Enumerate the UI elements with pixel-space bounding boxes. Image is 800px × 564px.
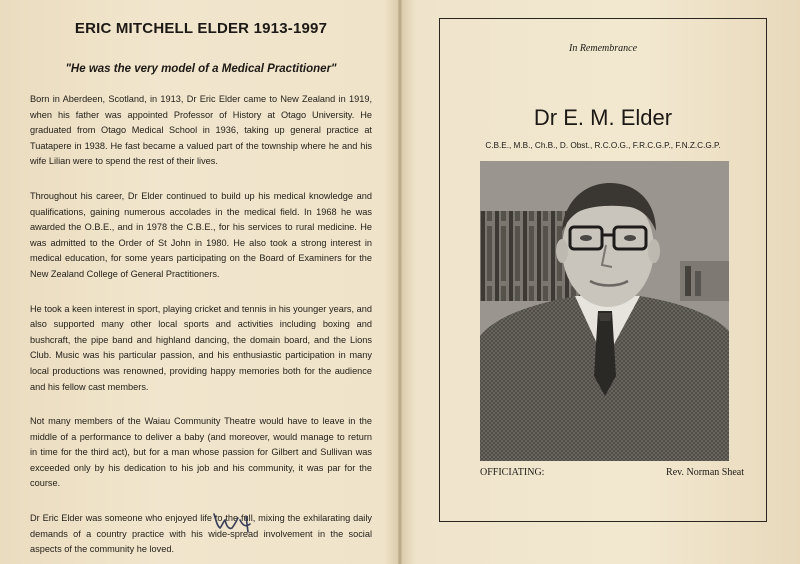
obituary-title: ERIC MITCHELL ELDER 1913-1997 [74,20,328,37]
obituary-quote: "He was the very model of a Medical Practitioner" [65,63,337,75]
remembrance-heading: In Remembrance [568,43,638,54]
paragraph-interests: He took a keen interest in sport, playing cricket and tennis in his younger years, and also supported many other local sports and activities including boxing and bushcraft, the pipe band and highland dancing, the domain board, and the Lions Club. Music was his particular passion, and his enthusiastic participation in many local productions was renowned, providing happy memories both for the audience and his fellow cast members. [30,303,372,392]
paragraph-career: Throughout his career, Dr Elder continued to build up his medical knowledge and qualifications, gaining numerous accolades in the medical field. In 1968 he was awarded the O.B.E., and in 1978 the C.B.E., for his services to rural medicine. He was admitted to the Order of St John in 1980. He also took a strong interest in medical education, for some years participating on the Board of Examiners for the New Zealand College of General Practitioners. [30,190,372,279]
paragraph-early-life: Born in Aberdeen, Scotland, in 1913, Dr Eric Elder came to New Zealand in 1919, when his father was appointed Professor of History at Otago University. He graduated from Otago Medical School in 1936, taking up general practice at Tuatapere in 1938. He fast became a valued part of the township where he and his wife Lilian were to spend the rest of their lives. [30,94,372,167]
handwritten-signature [210,506,260,536]
page-fold [398,0,402,564]
remembrance-frame [439,18,767,522]
qualifications: C.B.E., M.B., Ch.B., D. Obst., R.C.O.G., F.R.C.G.P., F.N.Z.C.G.P. [485,141,721,150]
officiant-name: Rev. Norman Sheat [666,467,744,478]
deceased-name: Dr E. M. Elder [533,105,673,130]
paragraph-theatre: Not many members of the Waiau Community Theatre would have to leave in the middle of a performance to deliver a baby (and moreover, would manage to return in time for the third act), but for a man whose passion for Gilbert and Sullivan was exceeded only by his dedication to his job and his community, it was par for the course. [30,416,372,489]
portrait-photo [480,161,729,461]
paragraph-closing: Dr Eric Elder was someone who enjoyed life to the full, mixing the exhilarating daily demands of a country practice with his wide-spread involvement in the social aspects of the community he loved. [30,513,372,555]
portrait-illustration [480,161,729,461]
left-page [30,14,372,558]
officiating-label: OFFICIATING: [480,467,545,478]
